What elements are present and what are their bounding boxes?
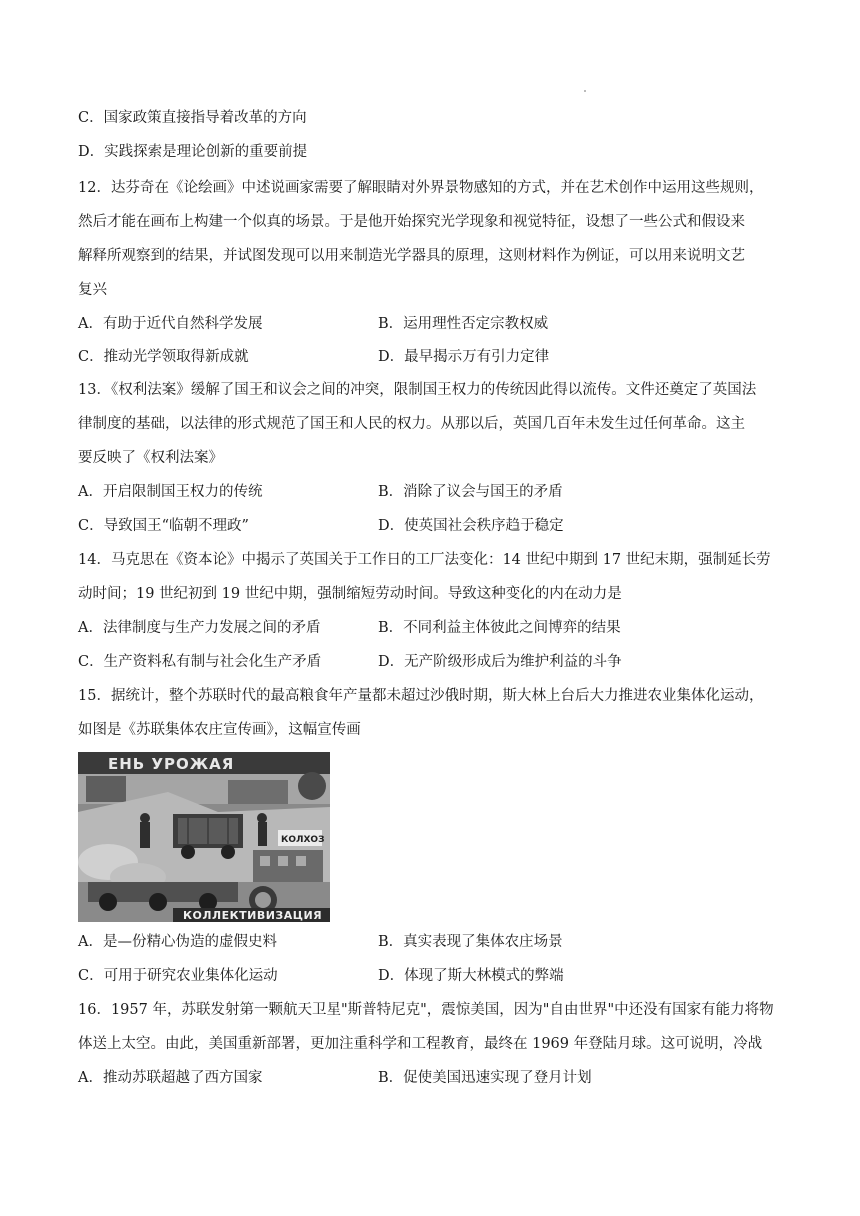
q15-option-d: D．体现了斯大林模式的弊端	[378, 968, 564, 984]
q14-option-a: A．法律制度与生产力发展之间的矛盾	[78, 620, 321, 636]
q12-stem-line-1: 12．达芬奇在《论绘画》中述说画家需要了解眼睛对外界景物感知的方式，并在艺术创作中运用这些规则，	[78, 180, 764, 196]
q12-option-d: D．最早揭示万有引力定律	[378, 349, 550, 365]
q16-option-b: B．促使美国迅速实现了登月计划	[378, 1070, 592, 1086]
q15-option-c: C．可用于研究农业集体化运动	[78, 968, 278, 984]
q12-option-c: C．推动光学领取得新成就	[78, 349, 249, 365]
q14-stem-line-1: 14．马克思在《资本论》中揭示了英国关于工作日的工厂法变化：14 世纪中期到 17 世纪末期，强制延长劳	[78, 552, 771, 568]
q15-option-b: B．真实表现了集体农庄场景	[378, 934, 563, 950]
q13-option-b: B．消除了议会与国王的矛盾	[378, 484, 563, 500]
q15-stem-line-2: 如图是《苏联集体农庄宣传画》，这幅宣传画	[78, 722, 361, 738]
q13-stem-line-2: 律制度的基础，以法律的形式规范了国王和人民的权力。从那以后，英国几百年未发生过任何革命。这主	[78, 416, 745, 432]
q13-option-a: A．开启限制国王权力的传统	[78, 484, 263, 500]
q14-option-d: D．无产阶级形成后为维护利益的斗争	[378, 654, 622, 670]
q13-option-c: C．导致国王“临朝不理政”	[78, 518, 249, 534]
q11-option-c: C．国家政策直接指导着改革的方向	[78, 110, 307, 126]
q15-stem-line-1: 15．据统计，整个苏联时代的最高粮食年产量都未超过沙俄时期，斯大林上台后大力推进农业集体化运动，	[78, 688, 764, 704]
q15-option-a: A．是—份精心伪造的虚假史料	[78, 934, 277, 950]
poster-sign-text: КОЛХОЗ	[281, 835, 325, 845]
q11-option-d: D．实践探索是理论创新的重要前提	[78, 144, 308, 160]
q12-stem-line-4: 复兴	[78, 282, 107, 298]
q12-stem-line-3: 解释所观察到的结果，并试图发现可以用来制造光学器具的原理，这则材料作为例证，可以用来说明文艺	[78, 248, 745, 264]
q13-option-d: D．使英国社会秩序趋于稳定	[378, 518, 564, 534]
q13-stem-line-3: 要反映了《权利法案》	[78, 450, 223, 466]
poster-bottom-text: КОЛЛЕКТИВИЗАЦИЯ	[183, 909, 323, 922]
q16-stem-line-2: 体送上太空。由此，美国重新部署，更加注重科学和工程教育，最终在 1969 年登陆月球。这可说明，冷战	[78, 1036, 763, 1052]
q13-stem-line-1: 13．《权利法案》缓解了国王和议会之间的冲突，限制国王权力的传统因此得以流传。文件还奠定了英国法	[78, 382, 757, 398]
poster-top-text: ЕНЬ УРОЖАЯ	[108, 755, 235, 773]
q14-option-c: C．生产资料私有制与社会化生产矛盾	[78, 654, 322, 670]
scan-speck	[584, 90, 586, 92]
q14-option-b: B．不同利益主体彼此之间博弈的结果	[378, 620, 621, 636]
q16-option-a: A．推动苏联超越了西方国家	[78, 1070, 263, 1086]
q12-option-a: A．有助于近代自然科学发展	[78, 316, 263, 332]
q12-stem-line-2: 然后才能在画布上构建一个似真的场景。于是他开始探究光学现象和视觉特征，设想了一些公式和假设来	[78, 214, 745, 230]
q12-option-b: B．运用理性否定宗教权威	[378, 316, 549, 332]
q14-stem-line-2: 动时间；19 世纪初到 19 世纪中期，强制缩短劳动时间。导致这种变化的内在动力是	[78, 586, 622, 602]
q16-stem-line-1: 16．1957 年，苏联发射第一颗航天卫星"斯普特尼克"，震惊美国，因为"自由世界"中还没有国家有能力将物	[78, 1002, 774, 1018]
collective-farm-poster-image	[78, 752, 330, 922]
